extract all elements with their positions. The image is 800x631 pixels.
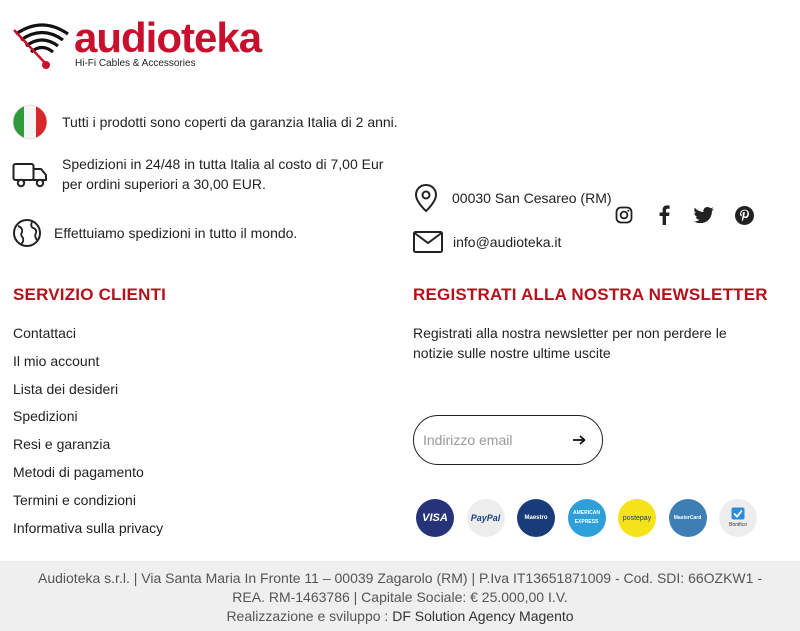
link-metodi-pagamento[interactable]: Metodi di pagamento: [13, 463, 144, 480]
facebook-icon[interactable]: [644, 204, 684, 226]
visa-icon: [416, 499, 454, 537]
envelope-icon: [413, 231, 443, 253]
legal-info: Audioteka s.r.l. | Via Santa Maria In Fronte 11 – 00039 Zagarolo (RM) | P.Iva IT13651871009 - Cod. SDI: 66OZKW1 - REA. RM-1463786 | Capitale Sociale: € 25.000,00 I.V.: [38, 570, 762, 605]
shipping-world-text: Effettuiamo spedizioni in tutto il mondo.: [54, 225, 298, 241]
payment-methods: [416, 499, 770, 537]
customer-service-heading: SERVIZIO CLIENTI: [13, 285, 167, 304]
american-express-icon: [568, 499, 606, 537]
contact-address: [414, 183, 612, 213]
paypal-icon: [467, 499, 505, 537]
link-il-mio-account[interactable]: Il mio account: [13, 352, 100, 369]
link-privacy[interactable]: Informativa sulla privacy: [13, 519, 164, 536]
audioteka-logo[interactable]: [12, 14, 282, 74]
paypal-label: PayPal: [470, 512, 501, 523]
arrow-right-icon[interactable]: [572, 431, 586, 449]
brand-tagline: Hi-Fi Cables & Accessories: [75, 58, 196, 69]
credits-prefix: Realizzazione e sviluppo :: [226, 608, 389, 624]
shipping-world-feature: [12, 218, 297, 248]
wifi-signal-logo-icon: [12, 18, 74, 74]
amex-label: AMERICAN EXPRESS: [573, 510, 600, 525]
warranty-text: Tutti i prodotti sono coperti da garanzia Italia di 2 anni.: [62, 114, 398, 130]
social-links: [604, 204, 764, 226]
shipping-italy-feature: [12, 154, 392, 194]
link-contattaci[interactable]: Contattaci: [13, 325, 77, 341]
maestro-icon: [517, 499, 555, 537]
pinterest-icon[interactable]: [724, 204, 764, 226]
warranty-feature: [12, 104, 398, 140]
link-lista-desideri[interactable]: Lista dei desideri: [13, 380, 119, 397]
email-link[interactable]: info@audioteka.it: [453, 234, 562, 250]
newsletter-email-input[interactable]: [423, 432, 563, 448]
maestro-label: Maestro: [524, 514, 548, 521]
link-resi-garanzia[interactable]: Resi e garanzia: [13, 436, 111, 453]
mastercard-label: MasterCard: [673, 514, 702, 521]
instagram-icon[interactable]: [604, 204, 644, 226]
postepay-label: postepay: [622, 514, 652, 522]
mastercard-icon: [669, 499, 707, 537]
newsletter-description: Registrati alla nostra newsletter per non perdere le notizie sulle nostre ultime uscite: [413, 325, 727, 361]
site-footer: [0, 561, 800, 631]
shipping-italy-text: Spedizioni in 24/48 in tutta Italia al costo di 7,00 Eur per ordini superiori a 30,00 EUR.: [62, 156, 384, 192]
delivery-truck-icon: [12, 159, 48, 189]
link-spedizioni[interactable]: Spedizioni: [13, 408, 78, 425]
map-pin-icon: [414, 183, 438, 213]
postepay-icon: [618, 499, 656, 537]
visa-label: VISA: [422, 511, 448, 524]
twitter-icon[interactable]: [684, 204, 724, 226]
credits: [0, 607, 800, 626]
checkmark-icon: [731, 507, 745, 520]
italy-flag-icon: [12, 104, 48, 140]
link-termini-condizioni[interactable]: Termini e condizioni: [13, 491, 136, 508]
bonifico-icon: [719, 499, 757, 537]
globe-icon: [12, 218, 42, 248]
customer-service-links: [13, 323, 163, 545]
credits-link[interactable]: DF Solution Agency Magento: [392, 608, 574, 624]
contact-email[interactable]: [413, 231, 561, 253]
bonifico-label: Bonifico: [729, 521, 747, 528]
address-text: 00030 San Cesareo (RM): [452, 190, 612, 206]
newsletter-heading: REGISTRATI ALLA NOSTRA NEWSLETTER: [413, 285, 768, 304]
brand-name: audioteka: [74, 14, 262, 61]
newsletter-form: [413, 415, 603, 465]
